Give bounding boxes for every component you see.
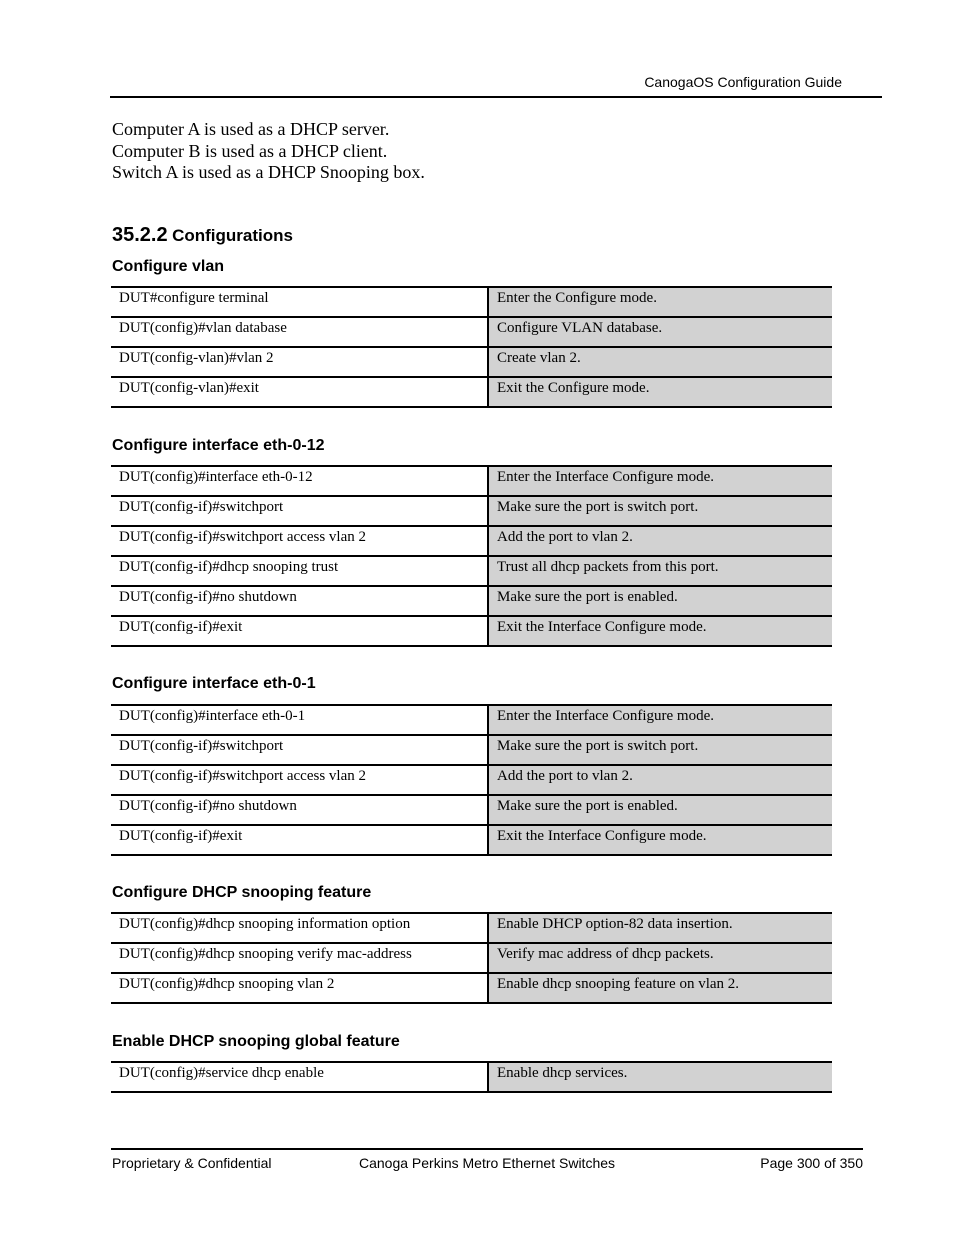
intro-paragraph	[112, 119, 425, 184]
table-row	[111, 705, 832, 735]
section-heading	[112, 224, 293, 247]
table-row	[111, 616, 832, 646]
command-cell: DUT#configure terminal	[111, 287, 488, 317]
footer-product: Canoga Perkins Metro Ethernet Switches	[359, 1155, 616, 1171]
page-header	[110, 62, 882, 98]
description-cell: Make sure the port is switch port.	[488, 735, 832, 765]
footer-page-number: Page 300 of 350	[760, 1155, 863, 1171]
command-table-eth-0-12	[111, 465, 832, 647]
table-row	[111, 1062, 832, 1092]
table-row	[111, 825, 832, 855]
document-title: CanogaOS Configuration Guide	[644, 74, 842, 90]
description-cell: Add the port to vlan 2.	[488, 765, 832, 795]
section-title: Configurations	[172, 226, 293, 245]
table-row	[111, 287, 832, 317]
command-cell: DUT(config-if)#switchport	[111, 496, 488, 526]
description-cell: Exit the Configure mode.	[488, 377, 832, 407]
table-row	[111, 913, 832, 943]
subheading-interface-eth-0-1: Configure interface eth-0-1	[112, 675, 316, 692]
table-row	[111, 317, 832, 347]
description-cell: Make sure the port is switch port.	[488, 496, 832, 526]
description-cell: Enable dhcp services.	[488, 1062, 832, 1092]
description-cell: Enable DHCP option-82 data insertion.	[488, 913, 832, 943]
command-cell: DUT(config-if)#exit	[111, 616, 488, 646]
command-cell: DUT(config-vlan)#exit	[111, 377, 488, 407]
description-cell: Configure VLAN database.	[488, 317, 832, 347]
table-row	[111, 795, 832, 825]
command-cell: DUT(config-if)#no shutdown	[111, 586, 488, 616]
description-cell: Verify mac address of dhcp packets.	[488, 943, 832, 973]
subheading-interface-eth-0-12: Configure interface eth-0-12	[112, 437, 325, 454]
description-cell: Enable dhcp snooping feature on vlan 2.	[488, 973, 832, 1003]
command-cell: DUT(config-if)#switchport access vlan 2	[111, 526, 488, 556]
table-row	[111, 943, 832, 973]
description-cell: Trust all dhcp packets from this port.	[488, 556, 832, 586]
table-row	[111, 496, 832, 526]
subheading-configure-vlan: Configure vlan	[112, 258, 225, 275]
command-table-dhcp-snooping	[111, 912, 832, 1004]
command-cell: DUT(config)#interface eth-0-1	[111, 705, 488, 735]
command-cell: DUT(config)#dhcp snooping vlan 2	[111, 973, 488, 1003]
table-row	[111, 735, 832, 765]
description-cell: Enter the Interface Configure mode.	[488, 705, 832, 735]
page-footer	[111, 1148, 863, 1174]
command-cell: DUT(config)#interface eth-0-12	[111, 466, 488, 496]
command-cell: DUT(config-vlan)#vlan 2	[111, 347, 488, 377]
table-row	[111, 347, 832, 377]
table-row	[111, 466, 832, 496]
description-cell: Create vlan 2.	[488, 347, 832, 377]
table-row	[111, 973, 832, 1003]
table-row	[111, 556, 832, 586]
command-table-vlan	[111, 286, 832, 408]
command-cell: DUT(config)#dhcp snooping information option	[111, 913, 488, 943]
command-cell: DUT(config-if)#no shutdown	[111, 795, 488, 825]
description-cell: Enter the Interface Configure mode.	[488, 466, 832, 496]
description-cell: Exit the Interface Configure mode.	[488, 825, 832, 855]
description-cell: Make sure the port is enabled.	[488, 586, 832, 616]
table-row	[111, 765, 832, 795]
command-cell: DUT(config)#dhcp snooping verify mac-address	[111, 943, 488, 973]
description-cell: Add the port to vlan 2.	[488, 526, 832, 556]
table-row	[111, 526, 832, 556]
table-row	[111, 377, 832, 407]
command-table-eth-0-1	[111, 704, 832, 856]
command-cell: DUT(config-if)#switchport	[111, 735, 488, 765]
description-cell: Make sure the port is enabled.	[488, 795, 832, 825]
command-cell: DUT(config)#service dhcp enable	[111, 1062, 488, 1092]
intro-line: Computer B is used as a DHCP client.	[112, 140, 388, 161]
intro-line: Switch A is used as a DHCP Snooping box.	[112, 162, 425, 182]
command-cell: DUT(config)#vlan database	[111, 317, 488, 347]
command-cell: DUT(config-if)#switchport access vlan 2	[111, 765, 488, 795]
section-number: 35.2.2	[112, 224, 168, 246]
description-cell: Enter the Configure mode.	[488, 287, 832, 317]
subheading-dhcp-snooping-global: Enable DHCP snooping global feature	[112, 1033, 400, 1050]
command-table-dhcp-global	[111, 1061, 832, 1093]
command-cell: DUT(config-if)#dhcp snooping trust	[111, 556, 488, 586]
subheading-dhcp-snooping-feature: Configure DHCP snooping feature	[112, 884, 372, 901]
command-cell: DUT(config-if)#exit	[111, 825, 488, 855]
table-row	[111, 586, 832, 616]
intro-line: Computer A is used as a DHCP server.	[112, 119, 390, 139]
description-cell: Exit the Interface Configure mode.	[488, 616, 832, 646]
footer-confidential: Proprietary & Confidential	[112, 1155, 272, 1171]
